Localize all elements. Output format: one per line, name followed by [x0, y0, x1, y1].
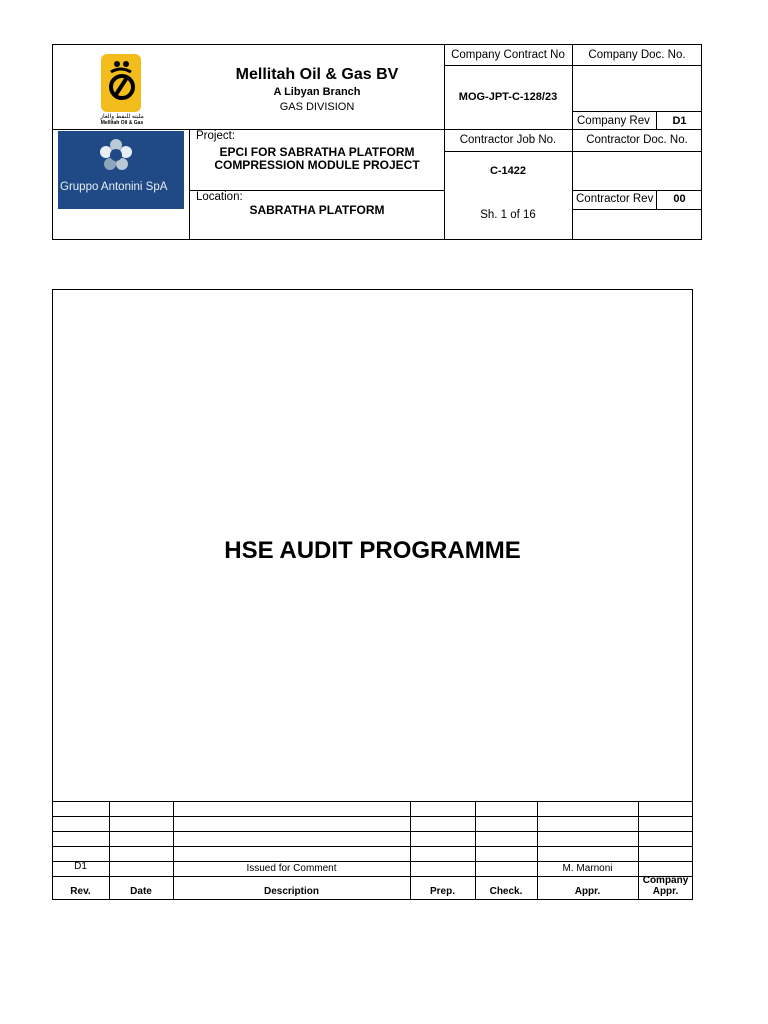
divider	[444, 129, 702, 130]
contractor-job-no: C-1422	[489, 165, 527, 177]
company-division: GAS DIVISION	[279, 101, 355, 113]
rev-header-company-appr-line2: Appr.	[652, 886, 679, 897]
rev-table-rule	[52, 861, 693, 862]
location-value: SABRATHA PLATFORM	[249, 203, 385, 217]
company-doc-no-label: Company Doc. No.	[588, 49, 686, 61]
rev-table-rule	[52, 801, 693, 802]
mellitah-logo	[101, 54, 141, 112]
rev-cell-rev: D1	[74, 861, 87, 872]
document-body	[52, 289, 693, 900]
contractor-doc-no-label: Contractor Doc. No.	[586, 134, 688, 146]
project-line-1: EPCI FOR SABRATHA PLATFORM	[219, 145, 415, 159]
rev-header-rev: Rev.	[70, 886, 91, 897]
antonini-logo	[58, 131, 184, 209]
company-name: Mellitah Oil & Gas BV	[235, 66, 399, 83]
divider	[572, 209, 702, 210]
contractor-rev: 00	[673, 193, 686, 205]
rev-table-rule	[52, 846, 693, 847]
rev-cell-appr: M. Marnoni	[562, 863, 613, 874]
rev-header-description: Description	[263, 886, 319, 897]
logo-caption-english: Mellitah Oil & Gas	[100, 120, 144, 126]
rev-table-col	[109, 801, 110, 899]
rev-table-col	[173, 801, 174, 899]
company-branch: A Libyan Branch	[273, 86, 361, 98]
rev-table-rule	[52, 831, 693, 832]
rev-header-company-appr-line1: Company	[642, 875, 689, 886]
project-label: Project:	[196, 130, 235, 142]
company-rev: D1	[672, 115, 687, 127]
sheet-number: Sh. 1 of 16	[480, 209, 536, 221]
divider	[572, 190, 702, 191]
rev-table-col	[475, 801, 476, 899]
contractor-rev-label: Contractor Rev	[576, 193, 654, 205]
divider	[572, 111, 702, 112]
document-title: HSE AUDIT PROGRAMME	[224, 537, 521, 564]
company-contract-no: MOG-JPT-C-128/23	[458, 91, 558, 103]
location-label: Location:	[196, 191, 243, 203]
divider	[444, 65, 702, 66]
rev-table-col	[410, 801, 411, 899]
logo-caption-arabic: مليته للنفط والغاز	[100, 114, 144, 120]
rev-table-rule	[52, 816, 693, 817]
divider	[52, 129, 444, 130]
rev-header-appr: Appr.	[574, 886, 601, 897]
rev-table-col	[537, 801, 538, 899]
rev-table-rule	[52, 876, 693, 877]
contractor-job-no-label: Contractor Job No.	[459, 134, 557, 146]
divider	[444, 151, 702, 152]
company-rev-label: Company Rev	[577, 115, 650, 127]
rev-header-check: Check.	[489, 886, 523, 897]
rev-cell-description: Issued for Comment	[246, 863, 337, 874]
rev-header-prep: Prep.	[429, 886, 455, 897]
company-contract-no-label: Company Contract No	[451, 49, 565, 61]
rev-header-date: Date	[130, 886, 152, 897]
contractor-logo-text: Gruppo Antonini SpA	[60, 181, 168, 193]
project-line-2: COMPRESSION MODULE PROJECT	[214, 158, 420, 172]
